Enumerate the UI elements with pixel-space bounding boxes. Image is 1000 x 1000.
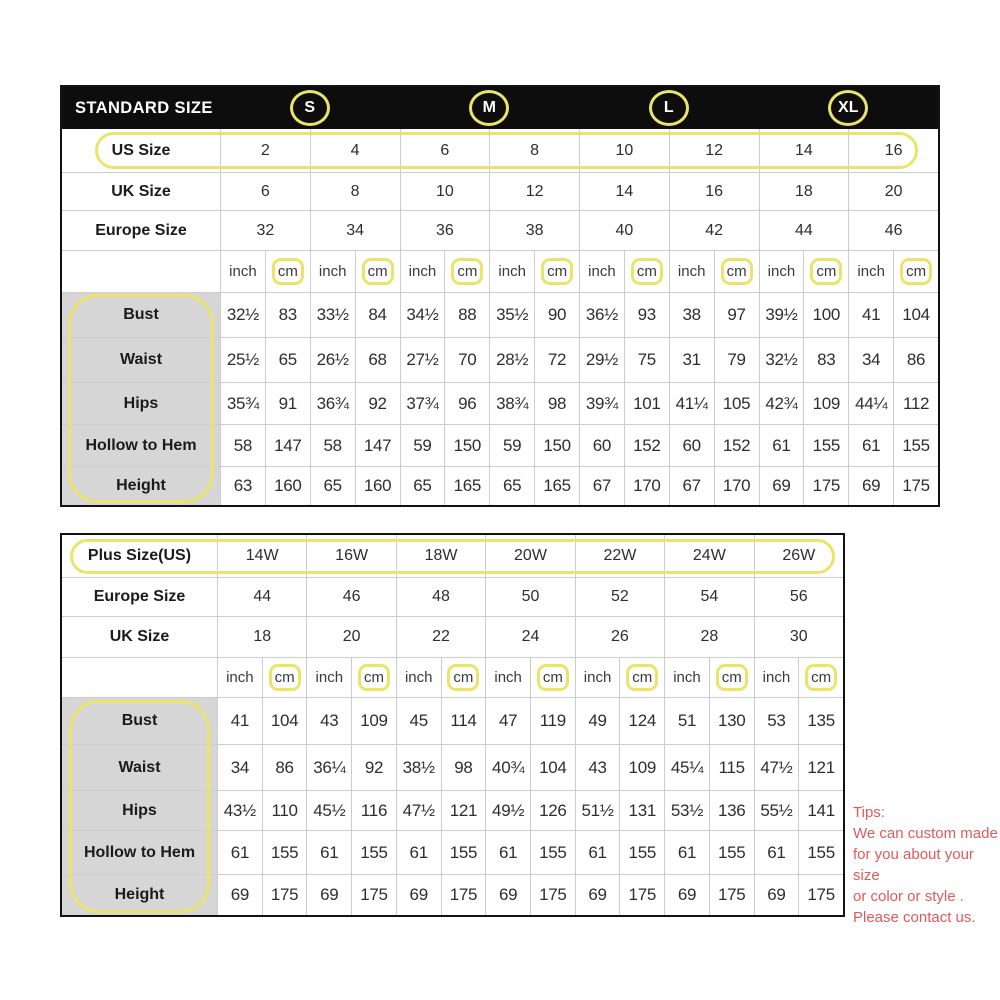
measure-value: 110: [262, 791, 307, 830]
size-s-circle: S: [290, 90, 330, 126]
size-value: 52: [575, 578, 664, 616]
measure-value: 65: [265, 338, 310, 382]
measure-value: 150: [534, 425, 579, 466]
size-badges: [220, 87, 938, 129]
measure-value: 68: [355, 338, 400, 382]
measure-value: 28½: [489, 338, 534, 382]
standard-size-header: [62, 87, 938, 129]
measure-value: 60: [669, 425, 714, 466]
size-value: 18: [217, 617, 306, 657]
size-value: 44: [217, 578, 306, 616]
measure-value: 61: [754, 831, 799, 874]
size-badge-cell: [579, 87, 759, 129]
cm-highlight-box: cm: [358, 664, 390, 691]
cm-cell: [355, 251, 400, 292]
cm-highlight-box: cm: [537, 664, 569, 691]
size-value: 14: [579, 173, 669, 210]
measure-value: 155: [619, 831, 664, 874]
measure-value: 61: [848, 425, 893, 466]
measure-value: 45½: [306, 791, 351, 830]
row-label: Bust: [62, 293, 220, 337]
cm-cell: [530, 658, 575, 697]
measure-value: 32½: [220, 293, 265, 337]
measure-value: 69: [754, 875, 799, 915]
measure-value: 170: [714, 467, 759, 505]
size-value: 46: [306, 578, 395, 616]
measure-value: 136: [709, 791, 754, 830]
row-units: [62, 250, 938, 292]
row-waist: [62, 744, 843, 790]
row-hollow-to-hem: [62, 424, 938, 466]
measure-value: 93: [624, 293, 669, 337]
measure-value: 88: [444, 293, 489, 337]
measure-value: 33½: [310, 293, 355, 337]
measure-value: 69: [217, 875, 262, 915]
measure-value: 175: [803, 467, 848, 505]
measure-value: 175: [441, 875, 486, 915]
size-value: 26W: [754, 535, 843, 577]
size-value: 24W: [664, 535, 753, 577]
measure-value: 58: [310, 425, 355, 466]
measure-value: 175: [619, 875, 664, 915]
measure-value: 34: [217, 745, 262, 790]
inch-label: inch: [669, 251, 714, 292]
size-value: 46: [848, 211, 938, 250]
standard-size-rows: [62, 129, 938, 505]
measure-value: 160: [355, 467, 400, 505]
measure-value: 65: [489, 467, 534, 505]
measure-value: 27½: [400, 338, 445, 382]
cm-cell: [624, 251, 669, 292]
inch-label: inch: [664, 658, 709, 697]
measure-value: 67: [669, 467, 714, 505]
measure-value: 44¼: [848, 383, 893, 424]
inch-label: inch: [310, 251, 355, 292]
row-uk-size: [62, 172, 938, 210]
measure-value: 58: [220, 425, 265, 466]
measure-value: 90: [534, 293, 579, 337]
row-label: Height: [62, 875, 217, 915]
inch-label: inch: [306, 658, 351, 697]
measure-value: 175: [709, 875, 754, 915]
size-value: 44: [759, 211, 849, 250]
size-value: 26: [575, 617, 664, 657]
size-value: 42: [669, 211, 759, 250]
measure-value: 43: [575, 745, 620, 790]
row-label: [62, 251, 220, 292]
inch-label: inch: [579, 251, 624, 292]
measure-value: 43½: [217, 791, 262, 830]
measure-value: 130: [709, 698, 754, 744]
measure-value: 59: [400, 425, 445, 466]
measure-value: 84: [355, 293, 400, 337]
measure-value: 97: [714, 293, 759, 337]
inch-label: inch: [575, 658, 620, 697]
row-label: Hollow to Hem: [62, 425, 220, 466]
cm-highlight-box: cm: [447, 664, 479, 691]
measure-value: 49: [575, 698, 620, 744]
measure-value: 98: [441, 745, 486, 790]
row-label: Hips: [62, 383, 220, 424]
measure-value: 79: [714, 338, 759, 382]
measure-value: 175: [351, 875, 396, 915]
measure-value: 45¼: [664, 745, 709, 790]
measure-value: 114: [441, 698, 486, 744]
measure-value: 141: [798, 791, 843, 830]
size-value: 40: [579, 211, 669, 250]
cm-cell: [441, 658, 486, 697]
cm-cell: [262, 658, 307, 697]
measure-value: 67: [579, 467, 624, 505]
measure-value: 63: [220, 467, 265, 505]
cm-cell: [798, 658, 843, 697]
measure-value: 34: [848, 338, 893, 382]
measure-value: 115: [709, 745, 754, 790]
measure-value: 121: [441, 791, 486, 830]
size-value: 38: [489, 211, 579, 250]
measure-value: 135: [798, 698, 843, 744]
cm-highlight-box: cm: [269, 664, 301, 691]
row-label: Europe Size: [95, 221, 187, 239]
measure-value: 38¾: [489, 383, 534, 424]
measure-value: 53½: [664, 791, 709, 830]
measure-value: 121: [798, 745, 843, 790]
tips-line: We can custom made: [853, 825, 998, 842]
cm-cell: [893, 251, 938, 292]
measure-value: 69: [664, 875, 709, 915]
cm-highlight-box: cm: [716, 664, 748, 691]
row-height: [62, 874, 843, 915]
size-badge-cell: [400, 87, 580, 129]
measure-value: 69: [848, 467, 893, 505]
measure-value: 41: [848, 293, 893, 337]
cm-highlight-box: cm: [626, 664, 658, 691]
plus-size-rows: [62, 535, 843, 915]
measure-value: 155: [893, 425, 938, 466]
measure-value: 105: [714, 383, 759, 424]
cm-cell: [714, 251, 759, 292]
measure-value: 61: [759, 425, 804, 466]
size-value: 28: [664, 617, 753, 657]
row-europe-size: [62, 210, 938, 250]
tips-line: for you about your size: [853, 846, 974, 884]
size-badge-cell: [759, 87, 939, 129]
cm-cell: [534, 251, 579, 292]
measure-value: 36¾: [310, 383, 355, 424]
row-label: Plus Size(US): [87, 547, 192, 564]
standard-size-title: STANDARD SIZE: [75, 98, 213, 117]
measure-value: 61: [575, 831, 620, 874]
row-plus-size-us: [62, 535, 843, 577]
size-value: 24: [485, 617, 574, 657]
row-label: Bust: [62, 698, 217, 744]
measure-value: 53: [754, 698, 799, 744]
measure-value: 61: [306, 831, 351, 874]
measure-value: 147: [355, 425, 400, 466]
tips-lines: [853, 823, 1000, 928]
measure-value: 100: [803, 293, 848, 337]
inch-label: inch: [489, 251, 534, 292]
measure-value: 69: [306, 875, 351, 915]
measure-value: 51: [664, 698, 709, 744]
row-label: Height: [62, 467, 220, 505]
size-value: 18W: [396, 535, 485, 577]
size-l-circle: L: [649, 90, 689, 126]
row-uk-size: [62, 616, 843, 657]
measure-value: 43: [306, 698, 351, 744]
measure-value: 42¾: [759, 383, 804, 424]
measure-value: 150: [444, 425, 489, 466]
measure-value: 60: [579, 425, 624, 466]
measure-value: 104: [893, 293, 938, 337]
measure-value: 165: [534, 467, 579, 505]
measure-value: 61: [217, 831, 262, 874]
size-value: 20: [848, 173, 938, 210]
measure-value: 32½: [759, 338, 804, 382]
measure-value: 104: [262, 698, 307, 744]
row-bust: [62, 697, 843, 744]
measure-value: 61: [396, 831, 441, 874]
row-bust: [62, 292, 938, 337]
measure-value: 155: [803, 425, 848, 466]
tips-line: Please contact us.: [853, 909, 976, 926]
measure-value: 116: [351, 791, 396, 830]
measure-value: 155: [262, 831, 307, 874]
cm-cell: [265, 251, 310, 292]
measure-value: 160: [265, 467, 310, 505]
measure-value: 170: [624, 467, 669, 505]
row-hollow-to-hem: [62, 830, 843, 874]
cm-cell: [803, 251, 848, 292]
measure-value: 49½: [485, 791, 530, 830]
measure-value: 69: [759, 467, 804, 505]
size-value: 56: [754, 578, 843, 616]
measure-value: 47: [485, 698, 530, 744]
measure-value: 96: [444, 383, 489, 424]
row-label: Hollow to Hem: [62, 831, 217, 874]
size-value: 10: [400, 173, 490, 210]
measure-value: 104: [530, 745, 575, 790]
standard-size-table: [60, 85, 940, 507]
measure-value: 109: [351, 698, 396, 744]
size-value: 16: [669, 173, 759, 210]
measure-value: 92: [355, 383, 400, 424]
cm-cell: [351, 658, 396, 697]
measure-value: 40¾: [485, 745, 530, 790]
measure-value: 126: [530, 791, 575, 830]
cm-highlight-box: cm: [900, 258, 932, 285]
size-value: 30: [754, 617, 843, 657]
cm-highlight-box: cm: [541, 258, 573, 285]
row-height: [62, 466, 938, 505]
measure-value: 83: [265, 293, 310, 337]
cm-cell: [444, 251, 489, 292]
measure-value: 86: [262, 745, 307, 790]
size-value: 8: [310, 173, 400, 210]
size-xl-circle: XL: [828, 90, 868, 126]
measure-value: 175: [798, 875, 843, 915]
inch-label: inch: [400, 251, 445, 292]
size-value: 16: [848, 129, 938, 172]
size-value: 22: [396, 617, 485, 657]
measure-value: 69: [575, 875, 620, 915]
tips-title: Tips:: [853, 804, 885, 821]
measure-value: 175: [262, 875, 307, 915]
size-value: 32: [220, 211, 310, 250]
cm-highlight-box: cm: [451, 258, 483, 285]
measure-value: 47½: [396, 791, 441, 830]
measure-value: 26½: [310, 338, 355, 382]
measure-value: 155: [530, 831, 575, 874]
size-value: 6: [220, 173, 310, 210]
cm-highlight-box: cm: [362, 258, 394, 285]
size-value: 12: [669, 129, 759, 172]
row-label: Europe Size: [93, 588, 186, 605]
measure-value: 155: [441, 831, 486, 874]
cm-cell: [709, 658, 754, 697]
measure-value: 61: [664, 831, 709, 874]
size-value: 48: [396, 578, 485, 616]
size-value: 18: [759, 173, 849, 210]
size-value: 16W: [306, 535, 395, 577]
measure-value: 25½: [220, 338, 265, 382]
cm-highlight-box: cm: [805, 664, 837, 691]
measure-value: 38½: [396, 745, 441, 790]
cm-highlight-box: cm: [721, 258, 753, 285]
size-badge-cell: [220, 87, 400, 129]
inch-label: inch: [217, 658, 262, 697]
measure-value: 72: [534, 338, 579, 382]
inch-label: inch: [396, 658, 441, 697]
measure-value: 41: [217, 698, 262, 744]
measure-value: 69: [396, 875, 441, 915]
measure-value: 109: [619, 745, 664, 790]
measure-value: 86: [893, 338, 938, 382]
measure-value: 37¾: [400, 383, 445, 424]
measure-value: 101: [624, 383, 669, 424]
size-value: 14: [759, 129, 849, 172]
measure-value: 36¼: [306, 745, 351, 790]
row-hips: [62, 382, 938, 424]
measure-value: 59: [489, 425, 534, 466]
size-value: 20W: [485, 535, 574, 577]
cm-highlight-box: cm: [631, 258, 663, 285]
size-value: 50: [485, 578, 574, 616]
measure-value: 175: [530, 875, 575, 915]
size-value: 8: [489, 129, 579, 172]
measure-value: 29½: [579, 338, 624, 382]
measure-value: 119: [530, 698, 575, 744]
size-value: 22W: [575, 535, 664, 577]
measure-value: 39½: [759, 293, 804, 337]
inch-label: inch: [220, 251, 265, 292]
measure-value: 83: [803, 338, 848, 382]
measure-value: 55½: [754, 791, 799, 830]
size-m-circle: M: [469, 90, 509, 126]
row-label: Waist: [62, 338, 220, 382]
cm-cell: [619, 658, 664, 697]
measure-value: 165: [444, 467, 489, 505]
measure-value: 38: [669, 293, 714, 337]
measure-value: 92: [351, 745, 396, 790]
measure-value: 147: [265, 425, 310, 466]
measure-value: 175: [893, 467, 938, 505]
size-value: 12: [489, 173, 579, 210]
measure-value: 39¾: [579, 383, 624, 424]
row-label: UK Size: [109, 628, 170, 645]
measure-value: 155: [351, 831, 396, 874]
tips-line: or color or style .: [853, 888, 964, 905]
measure-value: 47½: [754, 745, 799, 790]
measure-value: 41¼: [669, 383, 714, 424]
row-label: Waist: [62, 745, 217, 790]
custom-made-tips: [853, 802, 1000, 928]
measure-value: 98: [534, 383, 579, 424]
measure-value: 152: [624, 425, 669, 466]
row-label: UK Size: [111, 182, 171, 200]
measure-value: 131: [619, 791, 664, 830]
row-europe-size: [62, 577, 843, 616]
measure-value: 124: [619, 698, 664, 744]
row-units: [62, 657, 843, 697]
plus-size-table: [60, 533, 845, 917]
cm-highlight-box: cm: [810, 258, 842, 285]
measure-value: 112: [893, 383, 938, 424]
measure-value: 36½: [579, 293, 624, 337]
inch-label: inch: [759, 251, 804, 292]
size-value: 2: [220, 129, 310, 172]
measure-value: 34½: [400, 293, 445, 337]
row-us-size: [62, 129, 938, 172]
size-value: 36: [400, 211, 490, 250]
size-value: 14W: [217, 535, 306, 577]
measure-value: 91: [265, 383, 310, 424]
measure-value: 70: [444, 338, 489, 382]
measure-value: 75: [624, 338, 669, 382]
measure-value: 69: [485, 875, 530, 915]
measure-value: 155: [798, 831, 843, 874]
row-waist: [62, 337, 938, 382]
measure-value: 31: [669, 338, 714, 382]
row-label: [62, 658, 217, 697]
inch-label: inch: [754, 658, 799, 697]
measure-value: 35½: [489, 293, 534, 337]
measure-value: 51½: [575, 791, 620, 830]
row-label: Hips: [62, 791, 217, 830]
measure-value: 65: [310, 467, 355, 505]
measure-value: 155: [709, 831, 754, 874]
size-value: 4: [310, 129, 400, 172]
size-value: 54: [664, 578, 753, 616]
measure-value: 65: [400, 467, 445, 505]
inch-label: inch: [848, 251, 893, 292]
row-hips: [62, 790, 843, 830]
measure-value: 152: [714, 425, 759, 466]
measure-value: 61: [485, 831, 530, 874]
measure-value: 35¾: [220, 383, 265, 424]
size-value: 10: [579, 129, 669, 172]
row-label: US Size: [111, 141, 171, 159]
measure-value: 109: [803, 383, 848, 424]
size-value: 34: [310, 211, 400, 250]
cm-highlight-box: cm: [272, 258, 304, 285]
size-value: 6: [400, 129, 490, 172]
size-value: 20: [306, 617, 395, 657]
measure-value: 45: [396, 698, 441, 744]
inch-label: inch: [485, 658, 530, 697]
